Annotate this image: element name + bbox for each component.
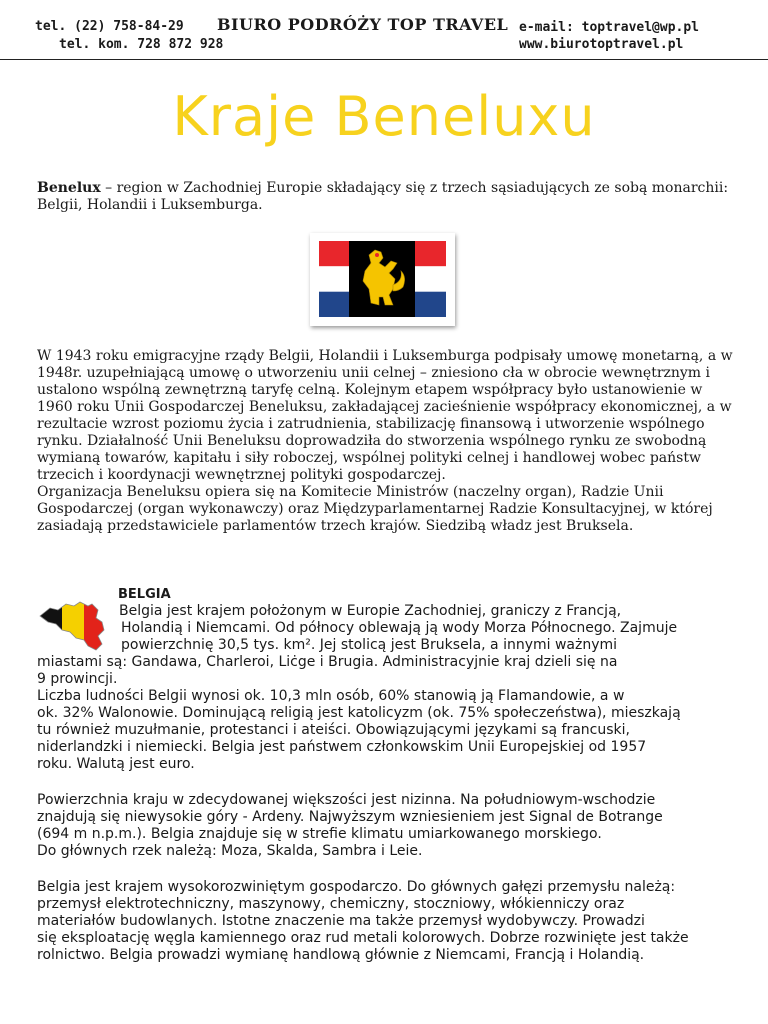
belgia-line: powierzchnię 30,5 tys. km². Jej stolicą jest Bruksela, a innymi ważnymi: [121, 637, 618, 653]
belgia-line: się eksploatację węgla kamiennego oraz rud metali kolorowych. Dobrze rozwinięte jest także: [37, 930, 689, 946]
letterhead: [0, 0, 768, 60]
belgia-line: Liczba ludności Belgii wynosi ok. 10,3 mln osób, 60% stanowią ją Flamandowie, a w: [37, 688, 625, 704]
belgia-line: niderlandzki i niemiecki. Belgia jest państwem członkowskim Unii Europejskiej od 1957: [37, 739, 647, 755]
benelux-flag-image: [310, 233, 455, 326]
belgia-line: 9 prowincji.: [37, 671, 118, 687]
history-section: [37, 348, 737, 535]
agency-name: BIURO PODRÓŻY TOP TRAVEL: [217, 15, 509, 34]
belgia-line: roku. Walutą jest euro.: [37, 756, 195, 772]
belgia-heading: BELGIA: [118, 587, 171, 602]
belgium-map-flag-icon: [36, 598, 108, 654]
belgia-line: rolnictwo. Belgia prowadzi wymianę handlową głównie z Niemcami, Francją i Holandią.: [37, 947, 645, 963]
belgia-line: Belgia jest krajem wysokorozwiniętym gospodarczo. Do głównych gałęzi przemysłu należą:: [37, 879, 676, 895]
intro-paragraph: [37, 180, 737, 214]
header-mobile: tel. kom. 728 872 928: [59, 37, 224, 52]
page-title: Kraje Beneluxu: [172, 85, 596, 148]
belgia-line: Holandią i Niemcami. Od północy oblewają ją wody Morza Północnego. Zajmuje: [121, 620, 678, 636]
belgia-line: (694 m n.p.m.). Belgia znajduje się w strefie klimatu umiarkowanego morskiego.: [37, 826, 602, 842]
belgia-line: Powierzchnia kraju w zdecydowanej większości jest nizinna. Na południowym-wschodzie: [37, 792, 656, 808]
header-phone: tel. (22) 758-84-29: [35, 19, 184, 34]
belgia-line: ok. 32% Walonowie. Dominującą religią jest katolicyzm (ok. 75% społeczeństwa), mieszkają: [37, 705, 681, 721]
history-paragraph-1: W 1943 roku emigracyjne rządy Belgii, Holandii i Luksemburga podpisały umowę monetarną, a w 1948r. uzupełniającą umowę o utworzeniu unii celnej – zniesiono cła w obrocie wewnętrznym i ustalono wspólną zewnętrzną taryfę celną. Kolejnym etapem współpracy było ustanowienie w 1960 roku Unii Gospodarczej Beneluksu, zakładającej zacieśnienie współpracy ekonomicznej, a w rezultacie wzrost poziomu życia i zatrudnienia, stabilizację finansową i utworzenie wspólnego rynku. Działalność Unii Beneluksu doprowadziła do stworzenia wspólnego rynku ze swobodną wymianą towarów, kapitału i siły roboczej, wspólnej polityki celnej i handlowej wobec państw trzecich i koordynacji wewnętrznej polityki gospodarczej.: [37, 348, 733, 483]
belgia-line: materiałów budowlanych. Istotne znaczenie ma także przemysł wydobywczy. Prowadzi: [37, 913, 645, 929]
belgia-line: przemysł elektrotechniczny, maszynowy, chemiczny, stoczniowy, włókienniczy oraz: [37, 896, 625, 912]
header-website: www.biurotoptravel.pl: [519, 37, 684, 52]
belgia-line: tu również muzułmanie, protestanci i ateiści. Obowiązującymi językami są francuski,: [37, 722, 630, 738]
belgia-line: Belgia jest krajem położonym w Europie Zachodniej, graniczy z Francją,: [119, 603, 622, 619]
intro-term: Benelux: [37, 180, 101, 196]
belgia-line: znajdują się niewysokie góry - Ardeny. Najwyższym wzniesieniem jest Signal de Botrange: [37, 809, 663, 825]
history-paragraph-2: Organizacja Beneluksu opiera się na Komitecie Ministrów (naczelny organ), Radzie Unii Gospodarczej (organ wykonawczy) oraz Międzyparlamentarnej Radzie Konsultacyjnej, w której zasiadają przedstawiciele parlamentów trzech krajów. Siedzibą władz jest Bruksela.: [37, 484, 713, 534]
intro-text: – region w Zachodniej Europie składający się z trzech sąsiadujących ze sobą monarchii: Belgii, Holandii i Luksemburga.: [37, 180, 729, 213]
benelux-flag-icon: [319, 241, 446, 317]
belgia-line: miastami są: Gandawa, Charleroi, Liċge i Brugia. Administracyjnie kraj dzieli się na: [37, 654, 618, 670]
belgia-line: Do głównych rzek należą: Moza, Skalda, Sambra i Leie.: [37, 843, 423, 859]
header-divider: [0, 59, 768, 60]
header-email: e-mail: toptravel@wp.pl: [519, 20, 700, 35]
